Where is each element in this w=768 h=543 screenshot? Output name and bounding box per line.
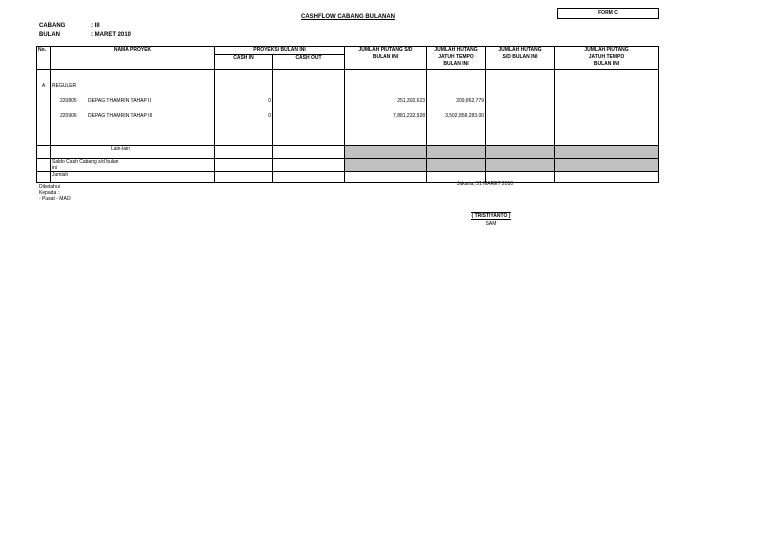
bulan-value: : MARET 2010 bbox=[91, 32, 132, 38]
cash-in-value: 0 bbox=[215, 98, 273, 113]
cash-in-value: 0 bbox=[215, 113, 273, 128]
signer-position: SAM bbox=[485, 221, 497, 227]
section-row bbox=[37, 83, 659, 98]
section-letter: A bbox=[37, 83, 51, 98]
lain-lain-label: Lain-lain bbox=[51, 146, 215, 159]
header-proyeksi: PROYEKSi BULAN INI bbox=[215, 47, 345, 55]
hutang-jt-value: 209,862,779 bbox=[427, 98, 486, 113]
project-code: 220805 bbox=[60, 97, 77, 104]
header-hutang-jt: JUMLAH HUTANG JATUH TEMPO BULAN INI bbox=[427, 47, 486, 70]
project-name: DEPAG THAMRIN TAHAP II bbox=[88, 97, 151, 104]
cabang-value: : III bbox=[91, 23, 100, 29]
cashflow-table bbox=[36, 46, 659, 183]
project-name: DEPAG THAMRIN TAHAP III bbox=[88, 112, 153, 119]
bulan-label: BULAN bbox=[39, 32, 60, 38]
piutang-sd-value: 7,881,232,928 bbox=[345, 113, 427, 128]
form-label: FORM C bbox=[557, 8, 659, 19]
section-label: REGULER bbox=[51, 83, 215, 98]
project-code: 220906 bbox=[60, 112, 77, 119]
header-cash-out: CASH OUT bbox=[273, 55, 345, 70]
header-cash-in: CASH IN bbox=[215, 55, 273, 70]
jumlah-row bbox=[37, 172, 659, 183]
diketahui-label: Diketahui bbox=[39, 184, 60, 190]
header-piutang-sd: JUMLAH PIUTANG S/D BULAN INI bbox=[345, 47, 427, 70]
table-row bbox=[37, 98, 659, 113]
piutang-sd-value: 251,302,623 bbox=[345, 98, 427, 113]
header-hutang-sd: JUMLAH HUTANG S/D BULAN INI bbox=[486, 47, 555, 70]
saldo-row bbox=[37, 159, 659, 172]
saldo-label: Saldo Cash Cabang s/d bulan ini bbox=[51, 159, 215, 172]
place-date: Jakarta, 31 MARET 2010 bbox=[457, 181, 514, 187]
page-title: CASHFLOW CABANG BULANAN bbox=[301, 14, 395, 20]
header-piutang-jt: JUMLAH PIUTANG JATUH TEMPO BULAN INI bbox=[555, 47, 659, 70]
header-nama-proyek: NAMA PROYEK bbox=[51, 47, 215, 70]
cabang-label: CABANG bbox=[39, 23, 66, 29]
pusat-label: - Pusat - MAO bbox=[39, 196, 71, 202]
jumlah-label: Jumlah bbox=[51, 172, 215, 183]
hutang-jt-value: 3,502,858,283.00 bbox=[427, 113, 486, 128]
header-no: No. bbox=[37, 47, 51, 70]
table-row bbox=[37, 113, 659, 128]
kepada-label: Kepada : bbox=[39, 190, 60, 196]
lain-lain-row bbox=[37, 146, 659, 159]
signer-name: ( TRISTIYANTO ) bbox=[471, 213, 511, 219]
